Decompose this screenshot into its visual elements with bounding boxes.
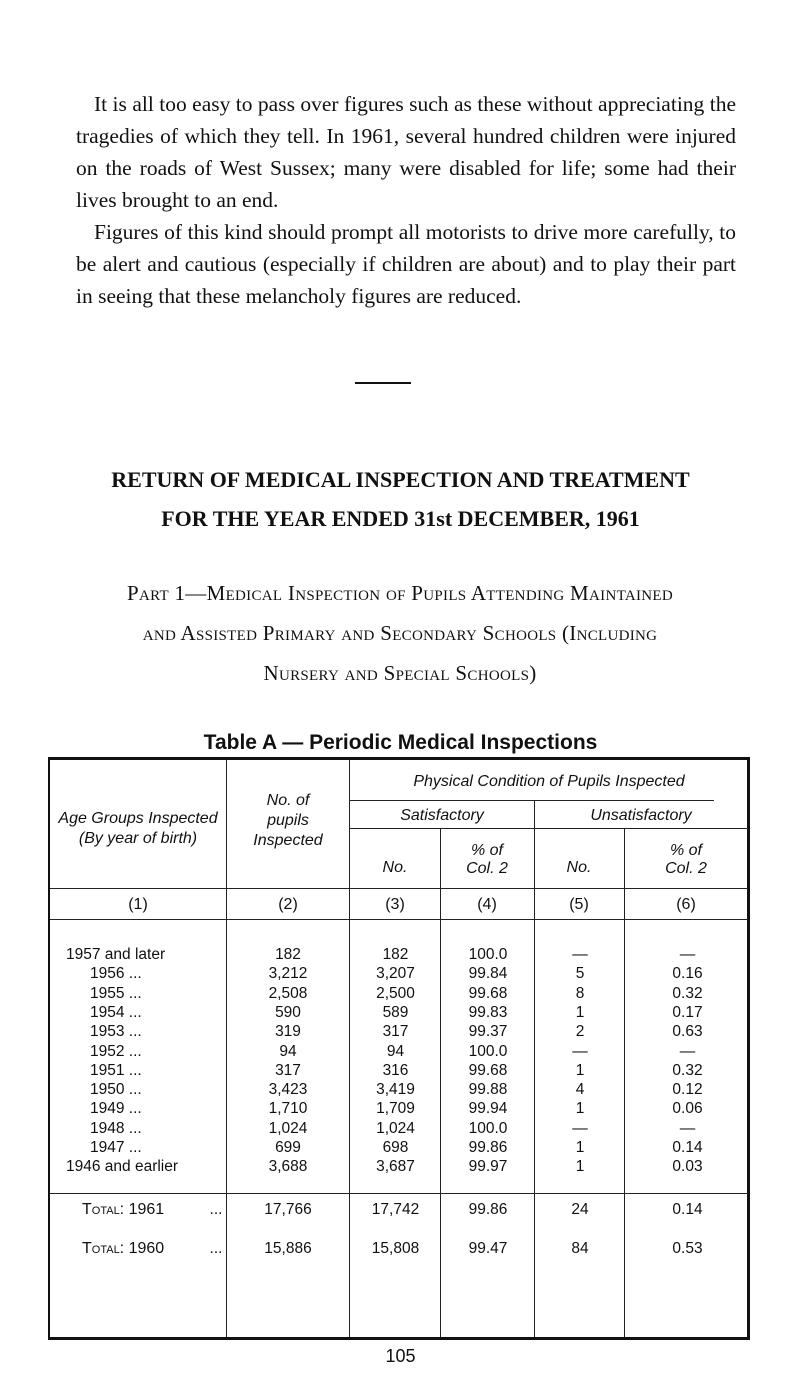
row-cell: 1	[575, 1139, 585, 1156]
row-cell: 99.84	[468, 965, 508, 983]
row-label: 1948 ...	[90, 1119, 142, 1137]
row-label: 1953 ...	[90, 1023, 142, 1041]
row-cell: 1	[575, 1158, 585, 1176]
total-cell: 17,766	[264, 1201, 312, 1218]
row-cell: 100.0	[468, 946, 508, 963]
part-title-line-1: Part 1—Medical Inspection of Pupils Attending Maintained	[126, 581, 674, 605]
row-cell: 182	[382, 946, 409, 963]
row-cell: 0.17	[672, 1003, 703, 1021]
row-cell: 698	[382, 1139, 409, 1156]
row-cell: 3,207	[376, 965, 415, 983]
total-cell: 15,886	[264, 1240, 312, 1257]
row-cell: 3,212	[268, 965, 308, 983]
row-cell: 1	[575, 1003, 585, 1021]
row-label: 1956 ...	[90, 965, 142, 983]
row-cell: 99.97	[468, 1158, 508, 1176]
row-cell: 317	[382, 1023, 409, 1041]
row-label: 1951 ...	[90, 1061, 142, 1079]
row-cell: —	[572, 1119, 588, 1137]
header-no-of: No. of	[266, 792, 310, 809]
row-cell: 590	[275, 1003, 301, 1021]
table-divider	[50, 1193, 748, 1194]
total-cell: 0.14	[672, 1201, 703, 1218]
row-cell: —	[679, 1042, 696, 1060]
header-unsat-col2: Col. 2	[665, 860, 707, 877]
row-cell: 94	[279, 1042, 297, 1060]
header-sat-col2: Col. 2	[466, 860, 508, 877]
header-satisfactory: Satisfactory	[400, 807, 484, 824]
row-cell: 2,500	[376, 984, 415, 1002]
table-row	[48, 1062, 750, 1081]
row-cell: 3,688	[268, 1158, 308, 1176]
row-cell: 316	[382, 1061, 409, 1079]
row-cell: 5	[575, 965, 585, 983]
row-cell: 0.03	[672, 1158, 703, 1176]
row-cell: —	[679, 946, 696, 963]
row-cell: 0.06	[672, 1100, 703, 1118]
column-number: (2)	[278, 896, 298, 913]
total-row	[48, 1240, 750, 1259]
row-cell: 94	[386, 1042, 405, 1060]
row-cell: 0.12	[672, 1081, 703, 1099]
part-title-line-3: Nursery and Special Schools)	[263, 661, 537, 685]
row-cell: 2	[575, 1023, 585, 1041]
column-number: (5)	[569, 896, 589, 913]
row-cell: 99.68	[468, 984, 508, 1002]
table-divider	[50, 888, 748, 889]
table-row	[48, 1120, 750, 1139]
total-cell: 84	[571, 1240, 589, 1257]
part-title-line-2: and Assisted Primary and Secondary Schools (Including	[142, 621, 658, 645]
row-cell: 0.63	[672, 1023, 703, 1041]
total-label: Total: 1960	[82, 1240, 165, 1257]
row-cell: 1	[575, 1061, 585, 1079]
row-cell: 1,024	[268, 1119, 308, 1137]
row-cell: 0.32	[672, 1061, 703, 1079]
column-number: (1)	[128, 896, 148, 913]
column-number: (6)	[676, 896, 696, 913]
header-unsatisfactory: Unsatisfactory	[590, 807, 692, 824]
row-cell: 4	[575, 1081, 585, 1099]
table-divider	[350, 800, 714, 801]
row-label: 1955 ...	[90, 984, 142, 1002]
row-cell: 589	[382, 1003, 409, 1021]
row-cell: —	[572, 1042, 588, 1060]
row-cell: 99.37	[468, 1023, 508, 1041]
row-cell: 0.16	[672, 965, 703, 983]
row-cell: 0.32	[672, 984, 703, 1002]
table-row	[48, 1043, 750, 1062]
row-cell: 99.68	[468, 1061, 508, 1079]
table-divider	[350, 828, 748, 829]
row-label: 1957 and later	[66, 946, 166, 963]
total-cell: 17,742	[371, 1201, 420, 1218]
table-row	[48, 1081, 750, 1100]
total-label: Total: 1961	[82, 1201, 165, 1218]
total-leader-dots: ...	[209, 1240, 223, 1257]
row-cell: 100.0	[468, 1042, 508, 1060]
header-physical-condition: Physical Condition of Pupils Inspected	[413, 773, 685, 790]
intro-paragraph-2: Figures of this kind should prompt all motorists to drive more carefully, to be alert and cautious (especially if children are about) and to play their part in seeing that these melancholy figures are reduced.	[76, 220, 736, 308]
table-title: Table A — Periodic Medical Inspections	[203, 731, 598, 754]
row-label: 1952 ...	[90, 1042, 142, 1060]
row-cell: 319	[275, 1023, 301, 1041]
return-heading-line-2: FOR THE YEAR ENDED 31st DECEMBER, 1961	[161, 506, 640, 531]
header-unsat-no: No.	[566, 859, 592, 876]
header-sat-no: No.	[382, 859, 408, 876]
row-cell: 1,710	[268, 1100, 308, 1118]
table-row	[48, 1023, 750, 1042]
return-heading-line-1: RETURN OF MEDICAL INSPECTION AND TREATMENT	[111, 467, 690, 492]
row-label: 1954 ...	[90, 1003, 142, 1021]
table-row	[48, 1158, 750, 1177]
intro-paragraph-1: It is all too easy to pass over figures such as these without appreciating the tragedies of which they tell. In 1961, several hundred children were injured on the roads of West Sussex; many were disabled for life; some had their lives brought to an end.	[76, 92, 736, 212]
total-cell: 0.53	[672, 1240, 703, 1257]
total-row	[48, 1201, 750, 1220]
row-cell: 699	[275, 1139, 301, 1156]
table-row	[48, 1139, 750, 1158]
row-cell: 99.94	[468, 1100, 508, 1118]
table-row	[48, 965, 750, 984]
header-unsat-pct: % of	[669, 842, 702, 859]
row-cell: —	[572, 946, 588, 963]
row-label: 1950 ...	[90, 1081, 142, 1099]
row-cell: 99.83	[468, 1003, 508, 1021]
row-cell: 100.0	[468, 1119, 508, 1137]
row-label: 1946 and earlier	[66, 1158, 179, 1176]
row-label: 1947 ...	[90, 1139, 142, 1156]
row-cell: 1,024	[376, 1119, 415, 1137]
row-label: 1949 ...	[90, 1100, 142, 1118]
header-sat-pct: % of	[470, 842, 503, 859]
row-cell: —	[679, 1119, 696, 1137]
row-cell: 3,419	[376, 1081, 415, 1099]
row-cell: 8	[575, 984, 585, 1002]
row-cell: 3,423	[268, 1081, 308, 1099]
row-cell: 99.88	[468, 1081, 508, 1099]
page-number: 105	[385, 1346, 416, 1366]
total-cell: 99.47	[468, 1240, 508, 1257]
row-cell: 317	[275, 1061, 301, 1079]
table-row	[48, 1004, 750, 1023]
row-cell: 1,709	[376, 1100, 415, 1118]
header-by-year: (By year of birth)	[78, 830, 198, 847]
row-cell: 1	[575, 1100, 585, 1118]
table-row	[48, 1100, 750, 1119]
row-cell: 0.14	[672, 1139, 703, 1156]
total-cell: 99.86	[468, 1201, 508, 1218]
table-divider	[50, 919, 748, 920]
section-divider	[355, 382, 411, 384]
table-row	[48, 985, 750, 1004]
header-age-groups: Age Groups Inspected	[58, 810, 218, 827]
row-cell: 3,687	[376, 1158, 415, 1176]
column-number: (3)	[385, 896, 405, 913]
row-cell: 99.86	[468, 1139, 508, 1156]
table-row	[48, 946, 750, 965]
header-pupils: pupils	[267, 812, 309, 829]
total-leader-dots: ...	[209, 1201, 223, 1218]
header-inspected: Inspected	[253, 832, 323, 849]
column-number: (4)	[477, 896, 497, 913]
row-cell: 182	[275, 946, 301, 963]
total-cell: 15,808	[371, 1240, 420, 1257]
row-cell: 2,508	[268, 984, 308, 1002]
total-cell: 24	[571, 1201, 589, 1218]
